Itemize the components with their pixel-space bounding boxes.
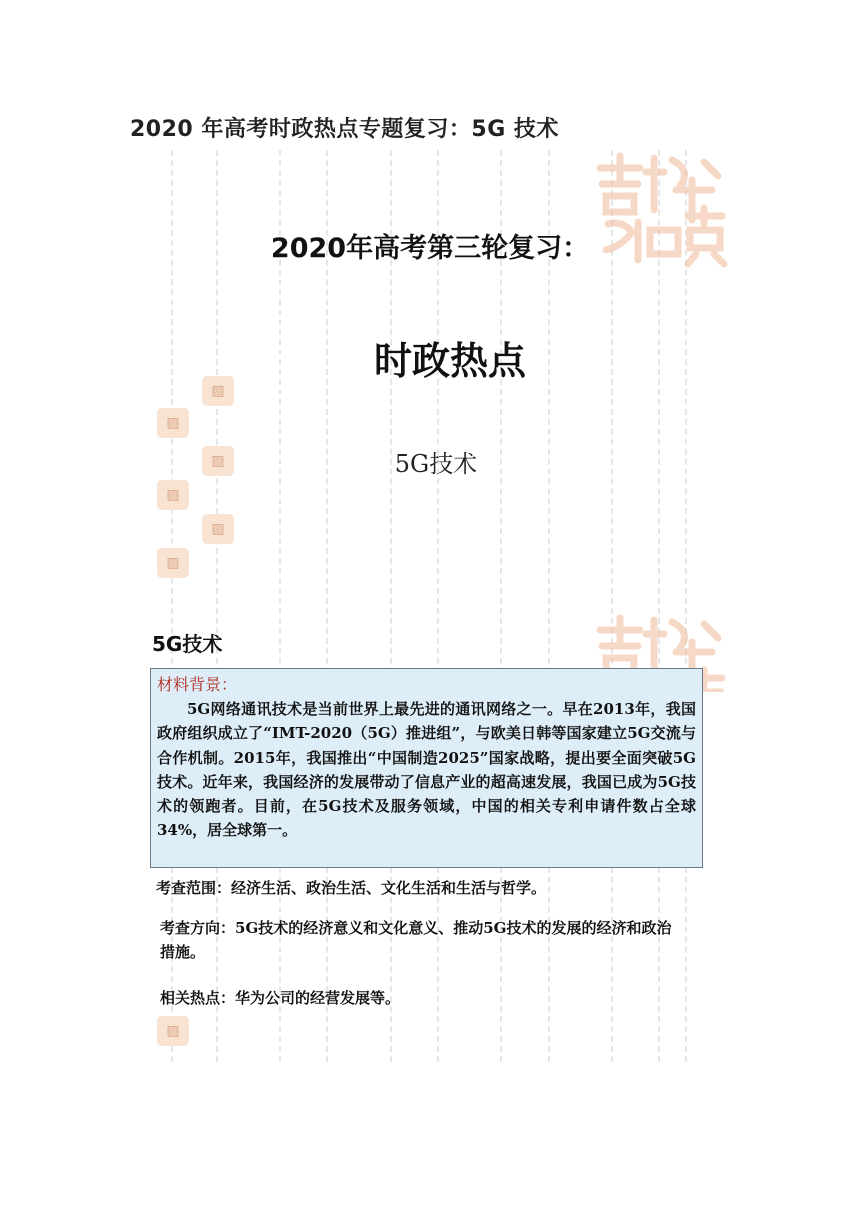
seal-stamp: ▨ [157,408,189,438]
seal-stamp: ▨ [157,548,189,578]
guide-line [685,150,687,1062]
material-label: 材料背景： [157,675,238,694]
material-text: 5G网络通讯技术是当前世界上最先进的通讯网络之一。早在2013年，我国政府组织成立了“IMT-2020（5G）推进组”，与欧美日韩等国家建立5G交流与合作机制。2015年，我国推出“中国制造2025”国家战略，提出要全面突破5G技术。近年来，我国经济的发展带动了信息产业的超高速发展，我国已成为5G技术的领跑者。目前，在5G技术及服务领域，中国的相关专利申请件数占全球34%，居全球第一。 [157,700,696,840]
exam-scope: 考查范围：经济生活、政治生活、文化生活和生活与哲学。 [156,879,547,897]
material-box [150,668,703,868]
seal-stamp: ▨ [157,480,189,510]
seal-stamp: ▨ [202,376,234,406]
slide-subtitle: 2020年高考第三轮复习： [270,233,590,264]
slide-main-title: 时政热点 [373,339,526,383]
related-hotspots: 相关热点：华为公司的经营发展等。 [160,989,401,1007]
seal-stamp: ▨ [157,1016,189,1046]
exam-direction: 考查方向：5G技术的经济意义和文化意义、推动5G技术的发展的经济和政治措施。 [160,919,672,961]
seal-stamp: ▨ [202,446,234,476]
seal-stamp: ▨ [202,514,234,544]
slide-topic: 5G技术 [394,450,478,478]
section-heading: 5G技术 [152,632,223,656]
document-title: 2020 年高考时政热点专题复习：5G 技术 [130,117,559,142]
